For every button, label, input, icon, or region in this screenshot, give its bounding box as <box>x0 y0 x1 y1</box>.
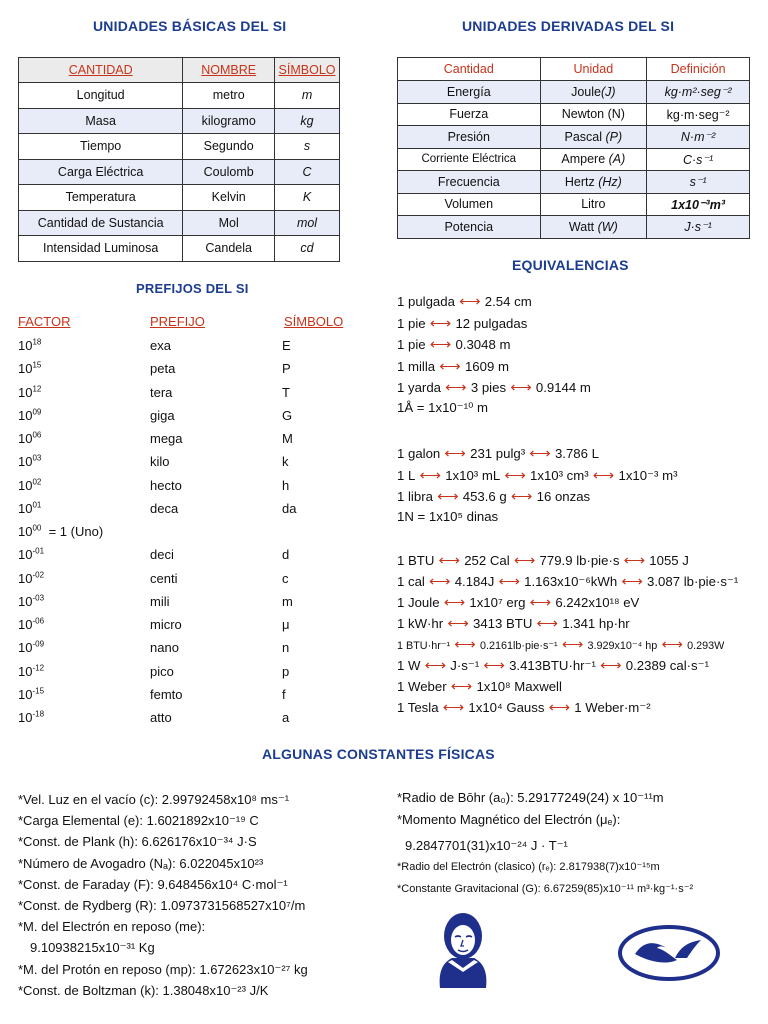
equivalence-line <box>397 614 630 636</box>
equivalence-value: 1 Weber·m⁻² <box>574 700 651 715</box>
constant-line: 9.10938215x10⁻³¹ Kg <box>30 940 155 956</box>
prefix-row <box>0 617 380 640</box>
double-arrow-icon: ⟷ <box>415 466 446 484</box>
cell-unit <box>540 103 647 126</box>
cell-unit <box>540 216 647 239</box>
table-row <box>398 216 750 239</box>
cell-definition: N·m⁻² <box>647 126 750 149</box>
equivalence-line <box>397 400 488 422</box>
prefix-row <box>0 547 380 570</box>
prefix-name: kilo <box>150 454 170 470</box>
table-row <box>19 108 340 134</box>
double-arrow-icon: ⟷ <box>532 615 563 632</box>
equivalence-value: 1 W <box>397 658 421 673</box>
double-arrow-icon: ⟷ <box>434 552 465 569</box>
prefix-name-header: PREFIJO <box>150 314 205 329</box>
double-arrow-icon: ⟷ <box>446 678 477 695</box>
equivalence-value: 1609 m <box>464 358 509 374</box>
equivalence-value: 0.9144 m <box>535 380 591 395</box>
equivalence-value: 1 pulgada <box>397 294 455 309</box>
cell-name: Kelvin <box>183 185 275 211</box>
prefix-name: mili <box>150 593 170 609</box>
table-row <box>19 134 340 160</box>
prefix-row <box>0 687 380 710</box>
cell-quantity: Volumen <box>398 193 541 216</box>
cell-symbol: m <box>275 83 340 109</box>
prefix-name: deca <box>150 500 179 516</box>
table-header-row <box>398 58 750 81</box>
cell-quantity: Frecuencia <box>398 171 541 194</box>
equivalence-line <box>397 292 532 314</box>
double-arrow-icon: ⟷ <box>588 466 619 484</box>
equivalence-value: 1 galon <box>397 446 441 461</box>
table-header-row <box>19 58 340 83</box>
double-arrow-icon: ⟷ <box>441 379 471 396</box>
equivalence-value: 2.54 cm <box>484 294 532 309</box>
bird-emblem-logo <box>617 924 721 982</box>
prefixes-title: PREFIJOS DEL SI <box>136 281 249 296</box>
equivalence-value: 1 Joule <box>397 595 440 610</box>
equivalence-value: 3.087 lb·pie·s⁻¹ <box>647 574 739 589</box>
double-arrow-icon: ⟷ <box>506 488 537 506</box>
prefix-row <box>0 408 380 431</box>
cell-definition: kg·m·seg⁻² <box>647 103 750 126</box>
unit-name: Pascal <box>564 129 603 144</box>
unit-name: Litro <box>581 197 606 212</box>
prefix-name: peta <box>150 361 176 377</box>
unit-symbol: (P) <box>605 129 623 144</box>
equivalence-value: 1N = 1x10⁵ dinas <box>397 509 499 525</box>
double-arrow-icon: ⟷ <box>506 379 536 396</box>
equivalence-value: 3413 BTU <box>473 616 533 631</box>
prefix-row <box>0 501 380 524</box>
equivalence-value: 1 milla <box>397 358 436 374</box>
cell-quantity: Temperatura <box>19 185 183 211</box>
equivalence-value: 0.293W <box>687 640 725 652</box>
prefix-name: tera <box>150 384 173 400</box>
equivalence-value: 1 pie <box>397 315 426 331</box>
double-arrow-icon: ⟷ <box>420 657 451 674</box>
equivalence-line <box>397 357 509 379</box>
table-row <box>398 126 750 149</box>
prefix-row <box>0 431 380 454</box>
equivalence-line <box>397 677 562 699</box>
basic-units-title: UNIDADES BÁSICAS DEL SI <box>93 18 287 34</box>
equivalence-value: 1.163x10⁻⁶kWh <box>524 574 618 589</box>
equivalence-value: 3.413BTU·hr⁻¹ <box>509 658 596 673</box>
prefix-row <box>0 454 380 477</box>
cell-unit <box>540 148 647 171</box>
equivalences-title: EQUIVALENCIAS <box>512 257 629 273</box>
cell-name: Mol <box>183 210 275 236</box>
table-row <box>19 210 340 236</box>
cell-quantity: Presión <box>398 126 541 149</box>
unit-name: Ampere <box>561 152 606 167</box>
prefix-row <box>0 710 380 733</box>
constant-line: *Vel. Luz en el vacío (c): 2.99792458x10⁸ ms⁻¹ <box>18 792 290 807</box>
equivalence-value: 1 libra <box>397 489 433 505</box>
prefix-row <box>0 571 380 594</box>
double-arrow-icon: ⟷ <box>425 336 456 353</box>
cell-name: metro <box>183 83 275 109</box>
prefix-symbol: c <box>282 570 289 586</box>
cell-definition: kg·m²·seg⁻² <box>647 81 750 104</box>
double-arrow-icon: ⟷ <box>525 594 556 611</box>
column-header: Definición <box>647 58 750 81</box>
constant-line: *Momento Magnético del Electrón (μₑ): <box>397 812 621 827</box>
constant-line: *Const. de Plank (h): 6.626176x10⁻³⁴ J·S <box>18 834 257 850</box>
double-arrow-icon: ⟷ <box>454 293 485 310</box>
unit-symbol: (Hz) <box>598 174 622 189</box>
prefix-symbol: m <box>282 593 293 609</box>
unit-name: Hertz <box>564 174 595 189</box>
double-arrow-icon: ⟷ <box>432 488 463 506</box>
prefix-symbol: d <box>282 547 290 563</box>
equivalence-value: 0.2161lb·pie·s⁻¹ <box>479 640 558 652</box>
equivalence-value: 1 BTU <box>397 553 435 568</box>
cell-symbol: kg <box>275 108 340 134</box>
equivalence-value: 12 pulgadas <box>455 315 528 331</box>
cell-quantity: Energía <box>398 81 541 104</box>
prefix-factor: $10^{01}$ <box>18 500 42 516</box>
equivalence-value: 779.9 lb·pie·s <box>539 553 620 568</box>
prefix-factor-header: FACTOR <box>18 314 71 329</box>
cell-definition: 1x10⁻³m³ <box>647 193 750 216</box>
equivalence-value: 1 cal <box>397 574 425 589</box>
prefix-name: deci <box>150 547 174 563</box>
equivalence-value: 1 BTU·hr⁻¹ <box>397 640 451 652</box>
equivalence-value: 1x10⁻³ m³ <box>618 467 678 483</box>
constant-line: *Número de Avogadro (Nₐ): 6.022045x10²³ <box>18 855 264 871</box>
equivalence-value: 1 L <box>397 467 416 483</box>
cell-name: Coulomb <box>183 159 275 185</box>
equivalence-line <box>397 572 738 594</box>
prefix-name: hecto <box>150 477 182 493</box>
equivalence-value: 1 Weber <box>397 679 447 694</box>
equivalence-value: 3.786 L <box>554 446 599 461</box>
prefix-symbol: E <box>282 338 291 353</box>
equivalence-line <box>397 378 591 400</box>
constant-line: *Radio del Electrón (clasico) (rₑ): 2.817938(7)x10⁻¹⁵m <box>397 861 660 873</box>
equivalence-value: 1 pie <box>397 337 426 352</box>
cell-quantity: Masa <box>19 108 183 134</box>
prefix-factor: $10^{-01}$ <box>18 546 45 563</box>
equivalence-value: 453.6 g <box>462 489 507 505</box>
double-arrow-icon: ⟷ <box>617 573 648 590</box>
unit-symbol: (J) <box>601 84 616 99</box>
prefix-factor: $10^{-06}$ <box>18 616 45 632</box>
prefix-symbol: G <box>282 407 293 423</box>
double-arrow-icon: ⟷ <box>509 552 540 569</box>
cell-quantity: Carga Eléctrica <box>19 159 183 185</box>
prefix-row <box>0 664 380 687</box>
equivalence-value: 1 yarda <box>397 380 441 395</box>
prefix-factor: $10^{-15}$ <box>18 686 45 702</box>
equivalence-value: 1x10⁴ Gauss <box>468 700 545 715</box>
prefix-factor: $10^{-03}$ <box>18 593 45 609</box>
prefix-row <box>0 361 380 384</box>
prefix-name: femto <box>150 686 183 702</box>
cell-quantity: Corriente Eléctrica <box>398 148 541 171</box>
prefix-row <box>0 338 380 361</box>
equivalence-value: 16 onzas <box>536 489 591 505</box>
equivalence-value: 1 Tesla <box>397 700 439 715</box>
cell-name: kilogramo <box>183 108 275 134</box>
cell-quantity: Intensidad Luminosa <box>19 236 183 262</box>
prefix-factor: $10^{00} = 1$ (Uno) <box>18 523 104 539</box>
prefix-factor: $10^{-18}$ <box>18 709 45 725</box>
prefix-factor: $10^{02}$ <box>18 477 42 493</box>
double-arrow-icon: ⟷ <box>443 615 473 632</box>
cell-definition: J·s⁻¹ <box>647 216 750 239</box>
prefix-name: giga <box>150 407 175 423</box>
double-arrow-icon: ⟷ <box>425 314 456 332</box>
double-arrow-icon: ⟷ <box>479 657 510 674</box>
cell-definition: s⁻¹ <box>647 171 750 194</box>
prefix-factor: $10^{-02}$ <box>18 570 45 586</box>
equivalence-value: 6.242x10¹⁸ eV <box>555 595 640 610</box>
equivalence-line <box>397 335 510 357</box>
equivalence-line <box>397 314 527 336</box>
prefix-symbol: n <box>282 640 290 656</box>
prefix-symbol: μ <box>282 617 290 632</box>
cell-quantity: Potencia <box>398 216 541 239</box>
equivalence-line <box>397 551 689 573</box>
table-row <box>398 193 750 216</box>
prefix-factor: $10^{09}$ <box>18 407 42 423</box>
cell-symbol: cd <box>275 236 340 262</box>
equivalence-value: 0.2389 cal·s⁻¹ <box>625 658 709 673</box>
column-header: Cantidad <box>398 58 541 81</box>
constant-line: *M. del Protón en reposo (mp): 1.672623x10⁻²⁷ kg <box>18 961 308 977</box>
prefix-name: micro <box>150 617 182 632</box>
double-arrow-icon: ⟷ <box>595 657 626 674</box>
double-arrow-icon: ⟷ <box>435 357 465 375</box>
cell-quantity: Cantidad de Sustancia <box>19 210 183 236</box>
prefix-symbol: h <box>282 477 290 493</box>
prefix-row <box>0 640 380 663</box>
cell-symbol: C <box>275 159 340 185</box>
cell-symbol: K <box>275 185 340 211</box>
equivalence-line <box>397 698 651 720</box>
equivalence-value: 3 pies <box>470 380 507 395</box>
basic-units-table <box>18 57 340 262</box>
cell-quantity: Fuerza <box>398 103 541 126</box>
equivalence-value: 0.3048 m <box>455 337 511 352</box>
prefix-symbol: P <box>282 361 291 377</box>
table-row <box>398 81 750 104</box>
prefix-symbol: M <box>282 431 293 446</box>
equivalence-line <box>397 593 639 615</box>
constant-line: *Const. de Boltzman (k): 1.38048x10⁻²³ J/K <box>18 982 269 998</box>
prefix-name: exa <box>150 338 171 353</box>
derived-units-title: UNIDADES DERIVADAS DEL SI <box>462 18 675 34</box>
prefix-name: mega <box>150 431 183 446</box>
cell-name: Segundo <box>183 134 275 160</box>
equivalence-value: 1x10³ cm³ <box>530 467 589 483</box>
double-arrow-icon: ⟷ <box>450 636 480 653</box>
prefix-name: pico <box>150 663 174 679</box>
constant-line: *Const. de Rydberg (R): 1.0973731568527x10⁷/m <box>18 898 306 913</box>
equivalence-line <box>397 509 498 531</box>
prefix-factor: $10^{06}$ <box>18 430 42 446</box>
equivalence-value: 1x10⁸ Maxwell <box>476 679 562 694</box>
unit-symbol: (W) <box>597 219 618 234</box>
equivalence-value: 1x10³ mL <box>445 467 501 483</box>
prefix-symbol: da <box>282 500 297 516</box>
portrait-logo <box>430 910 496 988</box>
prefix-symbol: f <box>282 686 286 702</box>
equivalence-line <box>397 466 677 488</box>
constant-line: *Constante Gravitacional (G): 6.67259(85)x10⁻¹¹ m³·kg⁻¹·s⁻² <box>397 883 694 895</box>
double-arrow-icon: ⟷ <box>424 573 455 590</box>
prefix-row <box>0 478 380 501</box>
column-header: NOMBRE <box>183 58 275 83</box>
prefix-symbol: a <box>282 710 290 725</box>
equivalence-line <box>397 487 590 509</box>
column-header: Unidad <box>540 58 647 81</box>
double-arrow-icon: ⟷ <box>439 594 470 611</box>
table-row <box>19 185 340 211</box>
table-row <box>398 148 750 171</box>
unit-name: Joule <box>571 84 601 99</box>
equivalence-value: 4.184J <box>454 574 495 589</box>
prefix-symbol: k <box>282 454 289 470</box>
cell-unit <box>540 126 647 149</box>
table-row <box>19 159 340 185</box>
cell-symbol: s <box>275 134 340 160</box>
constant-line: *Radio de Bōhr (a₀): 5.29177249(24) x 10⁻¹¹m <box>397 790 664 805</box>
equivalence-value: 3.929x10⁻⁴ hp <box>587 640 658 652</box>
equivalence-value: 252 Cal <box>464 553 510 568</box>
equivalence-value: 1 kW·hr <box>397 616 444 631</box>
double-arrow-icon: ⟷ <box>500 466 531 484</box>
prefix-name: nano <box>150 640 179 656</box>
equivalence-line <box>397 656 709 678</box>
prefix-factor: $10^{-12}$ <box>18 663 45 679</box>
prefix-factor: $10^{03}$ <box>18 453 42 470</box>
unit-name: Watt <box>568 219 595 234</box>
cell-unit <box>540 193 647 216</box>
double-arrow-icon: ⟷ <box>557 636 588 653</box>
constants-title: ALGUNAS CONSTANTES FÍSICAS <box>262 746 495 762</box>
table-row <box>398 171 750 194</box>
double-arrow-icon: ⟷ <box>544 699 575 716</box>
equivalence-value: 231 pulg³ <box>470 446 526 461</box>
constant-line: *M. del Electrón en reposo (me): <box>18 919 206 935</box>
prefix-name: atto <box>150 710 172 725</box>
equivalence-value: J·s⁻¹ <box>450 658 480 673</box>
equivalence-value: 1x10⁷ erg <box>469 595 526 610</box>
equivalence-line <box>397 444 599 466</box>
constant-line: *Const. de Faraday (F): 9.648456x10⁴ C·mol⁻¹ <box>18 876 288 892</box>
prefix-row <box>0 524 380 547</box>
cell-quantity: Longitud <box>19 83 183 109</box>
prefix-name: centi <box>150 570 178 586</box>
equivalence-value: 1055 J <box>649 553 689 568</box>
prefix-factor: $10^{15}$ <box>18 360 42 377</box>
prefix-symbol-header: SÍMBOLO <box>284 314 344 329</box>
prefix-symbol: p <box>282 663 290 679</box>
unit-name: Newton (N) <box>561 107 625 122</box>
table-row <box>19 83 340 109</box>
prefix-row <box>0 385 380 408</box>
unit-symbol: (A) <box>608 152 626 167</box>
prefix-row <box>0 594 380 617</box>
equivalence-value: 1.341 hp·hr <box>562 616 630 631</box>
cell-unit <box>540 171 647 194</box>
cell-quantity: Tiempo <box>19 134 183 160</box>
equivalence-value: 1Å = 1x10⁻¹⁰ m <box>397 399 489 415</box>
double-arrow-icon: ⟷ <box>525 445 555 462</box>
table-row <box>19 236 340 262</box>
cell-definition: C·s⁻¹ <box>647 148 750 171</box>
cell-name: Candela <box>183 236 275 262</box>
column-header: SÍMBOLO <box>275 58 340 83</box>
derived-units-table <box>397 57 750 239</box>
prefix-factor: $10^{18}$ <box>18 337 42 353</box>
table-row <box>398 103 750 126</box>
cell-symbol: mol <box>275 210 340 236</box>
cell-unit <box>540 81 647 104</box>
double-arrow-icon: ⟷ <box>440 445 471 462</box>
double-arrow-icon: ⟷ <box>438 699 469 716</box>
double-arrow-icon: ⟷ <box>619 552 650 569</box>
prefix-factor: $10^{-09}$ <box>18 639 45 656</box>
column-header: CANTIDAD <box>19 58 183 83</box>
constant-line: 9.2847701(31)x10⁻²⁴ J · T⁻¹ <box>405 838 568 853</box>
prefix-symbol: T <box>282 384 290 400</box>
double-arrow-icon: ⟷ <box>494 573 525 590</box>
double-arrow-icon: ⟷ <box>657 636 688 653</box>
constant-line: *Carga Elemental (e): 1.6021892x10⁻¹⁹ C <box>18 813 259 829</box>
prefix-factor: $10^{12}$ <box>18 384 42 400</box>
equivalence-line <box>397 635 724 657</box>
